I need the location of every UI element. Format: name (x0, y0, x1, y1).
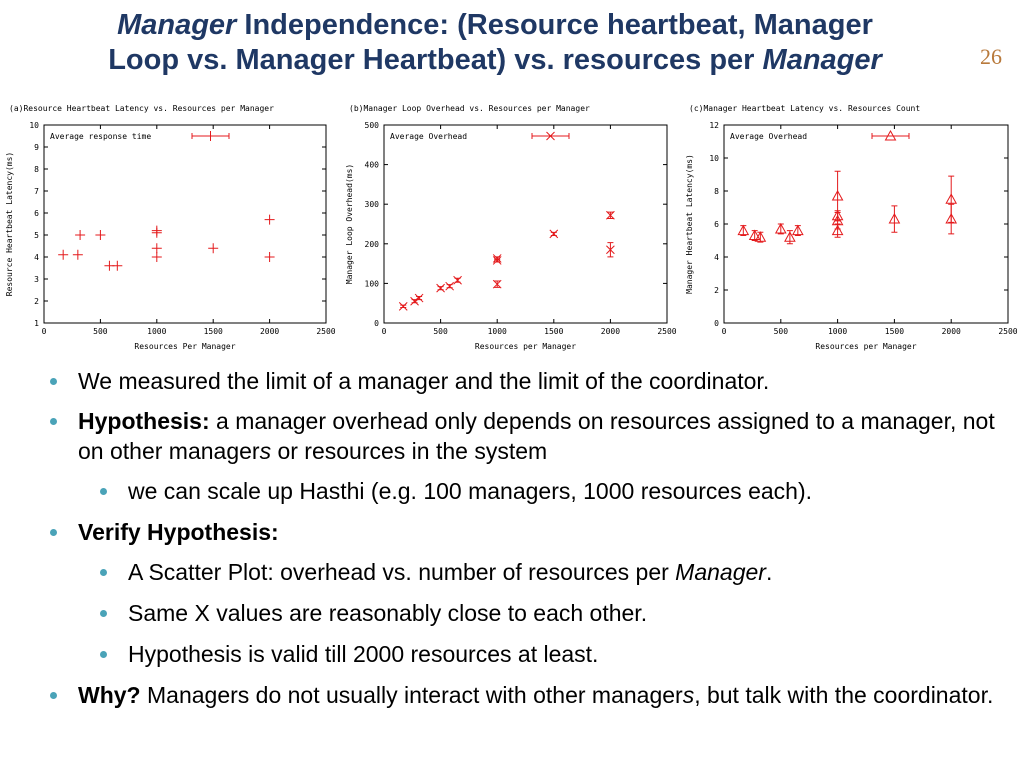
x-tick-label: 500 (93, 327, 108, 336)
title-text: Independence: (Resource heartbeat, Manager (236, 9, 873, 41)
y-tick-label: 0 (714, 319, 719, 328)
y-axis-label: Manager Heartbeat Latency(ms) (685, 154, 694, 294)
plus-marker (112, 261, 122, 271)
y-tick-label: 5 (34, 231, 39, 240)
y-tick-label: 3 (34, 275, 39, 284)
y-tick-label: 9 (34, 143, 39, 152)
bullet-item (0, 366, 1000, 396)
x-tick-label: 1500 (203, 327, 223, 336)
error-bar (948, 204, 954, 234)
chart-a (4, 100, 356, 356)
x-tick-label: 2500 (998, 327, 1018, 336)
bullet-item (0, 406, 1000, 466)
chart-b-svg (344, 100, 689, 356)
x-tick-label: 1000 (487, 327, 507, 336)
x-tick-label: 1500 (884, 327, 905, 336)
chart-b (344, 100, 689, 356)
y-tick-label: 0 (374, 319, 379, 328)
x-tick-label: 2500 (316, 327, 336, 336)
y-tick-label: 8 (34, 165, 39, 174)
cross-marker (550, 230, 558, 238)
title-line-2 (0, 43, 990, 78)
bullet-italic: s (682, 682, 695, 708)
error-bar (795, 226, 801, 236)
y-tick-label: 200 (364, 239, 379, 249)
cross-marker (437, 284, 445, 292)
y-tick-label: 4 (714, 253, 719, 262)
bullet-text: We measured the limit of a manager and the limit of the coordinator. (78, 368, 770, 394)
y-tick-label: 8 (714, 187, 719, 196)
plus-marker (73, 250, 83, 260)
y-tick-label: 6 (34, 209, 39, 218)
chart-title: (a)Resource Heartbeat Latency vs. Resources per Manager (9, 104, 274, 113)
y-tick-label: 1 (34, 319, 39, 328)
x-tick-label: 0 (721, 327, 727, 336)
plus-marker (152, 228, 162, 238)
x-tick-label: 0 (381, 327, 387, 336)
error-bar (740, 226, 746, 236)
bullet-text: a manager overhead only depends on resources assigned to a manager, not on other manager (78, 408, 995, 464)
bullet-bold: Hypothesis: (78, 408, 210, 434)
chart-c-svg (684, 100, 1024, 356)
y-tick-label: 10 (709, 154, 719, 163)
plot-frame (724, 125, 1008, 323)
y-tick-label: 10 (29, 121, 39, 130)
bullet-text: or resources in the system (271, 438, 548, 464)
x-axis-label: Resources Per Manager (134, 342, 236, 351)
cross-marker (454, 276, 462, 284)
title-italic-word: Manager (762, 44, 882, 76)
y-tick-label: 6 (714, 220, 719, 229)
bullet-text: Hypothesis is valid till 2000 resources at least. (128, 641, 599, 667)
bullet-bold: Verify Hypothesis: (78, 519, 279, 545)
x-tick-label: 2500 (657, 327, 677, 336)
chart-title: (c)Manager Heartbeat Latency vs. Resources Count (689, 104, 921, 113)
sub-bullet-item (0, 476, 1000, 506)
plus-marker (95, 230, 105, 240)
sub-bullet-item (0, 557, 1000, 587)
chart-title: (b)Manager Loop Overhead vs. Resources per Manager (349, 104, 590, 113)
plus-marker (152, 252, 162, 262)
x-tick-label: 500 (433, 327, 448, 336)
plus-marker (206, 131, 216, 141)
cross-marker (399, 302, 407, 310)
y-axis-label: Manager Loop Overhead(ms) (345, 163, 354, 285)
plus-marker (208, 243, 218, 253)
y-tick-label: 2 (714, 286, 719, 295)
cross-marker (411, 297, 419, 305)
slide-number: 26 (980, 44, 1002, 69)
chart-c (684, 100, 1024, 356)
y-tick-label: 100 (364, 279, 379, 289)
y-tick-label: 2 (34, 297, 39, 306)
plot-frame (44, 125, 326, 323)
legend-label: Average response time (50, 132, 152, 141)
plot-frame (384, 125, 667, 323)
x-tick-label: 1000 (147, 327, 167, 336)
x-tick-label: 1500 (544, 327, 564, 336)
chart-a-svg (4, 100, 356, 356)
bullet-item (0, 517, 1000, 547)
bullet-italic: s (259, 438, 272, 464)
y-tick-label: 400 (364, 160, 379, 170)
y-tick-label: 12 (709, 121, 719, 130)
x-axis-label: Resources per Manager (815, 342, 917, 351)
title-line-1 (0, 8, 990, 43)
x-tick-label: 500 (773, 327, 789, 336)
y-tick-label: 500 (364, 121, 379, 130)
error-bar (778, 224, 784, 234)
x-tick-label: 2000 (941, 327, 961, 336)
plus-marker (265, 215, 275, 225)
x-tick-label: 2000 (259, 327, 280, 336)
bullet-text: we can scale up Hasthi (e.g. 100 managers, 1000 resources each). (128, 478, 812, 504)
y-tick-label: 7 (34, 187, 39, 196)
bullet-text: Same X values are reasonably close to each other. (128, 600, 648, 626)
bullet-text: . (765, 559, 773, 585)
plus-marker (75, 230, 85, 240)
bullet-bold: Why? (78, 682, 141, 708)
bullet-text: , but talk with the coordinator. (694, 682, 994, 708)
bullet-list (0, 366, 1000, 720)
plus-marker (58, 250, 68, 260)
x-axis-label: Resources per Manager (474, 342, 577, 351)
y-tick-label: 4 (34, 253, 39, 262)
sub-bullet-item (0, 598, 1000, 628)
title-text: Loop vs. Manager Heartbeat) vs. resources per (108, 44, 763, 76)
slide-title (0, 8, 990, 78)
bullet-italic: Manager (675, 559, 766, 585)
x-tick-label: 1000 (827, 327, 848, 336)
y-axis-label: Resource Heartbeat Latency(ms) (5, 151, 14, 297)
legend-label: Average Overhead (390, 132, 468, 141)
sub-bullet-item (0, 639, 1000, 669)
y-tick-label: 300 (364, 200, 379, 210)
bullet-text: A Scatter Plot: overhead vs. number of resources per (128, 559, 676, 585)
bullet-text: Managers do not usually interact with other manager (140, 682, 683, 708)
cross-marker (415, 294, 423, 302)
x-tick-label: 2000 (600, 327, 621, 336)
plus-marker (265, 252, 275, 262)
x-tick-label: 0 (41, 327, 47, 336)
plus-marker (152, 243, 162, 253)
error-bar (891, 206, 897, 232)
title-italic-word: Manager (117, 9, 237, 41)
bullet-item (0, 680, 1000, 710)
legend-label: Average Overhead (730, 132, 808, 141)
cross-marker (446, 282, 454, 290)
